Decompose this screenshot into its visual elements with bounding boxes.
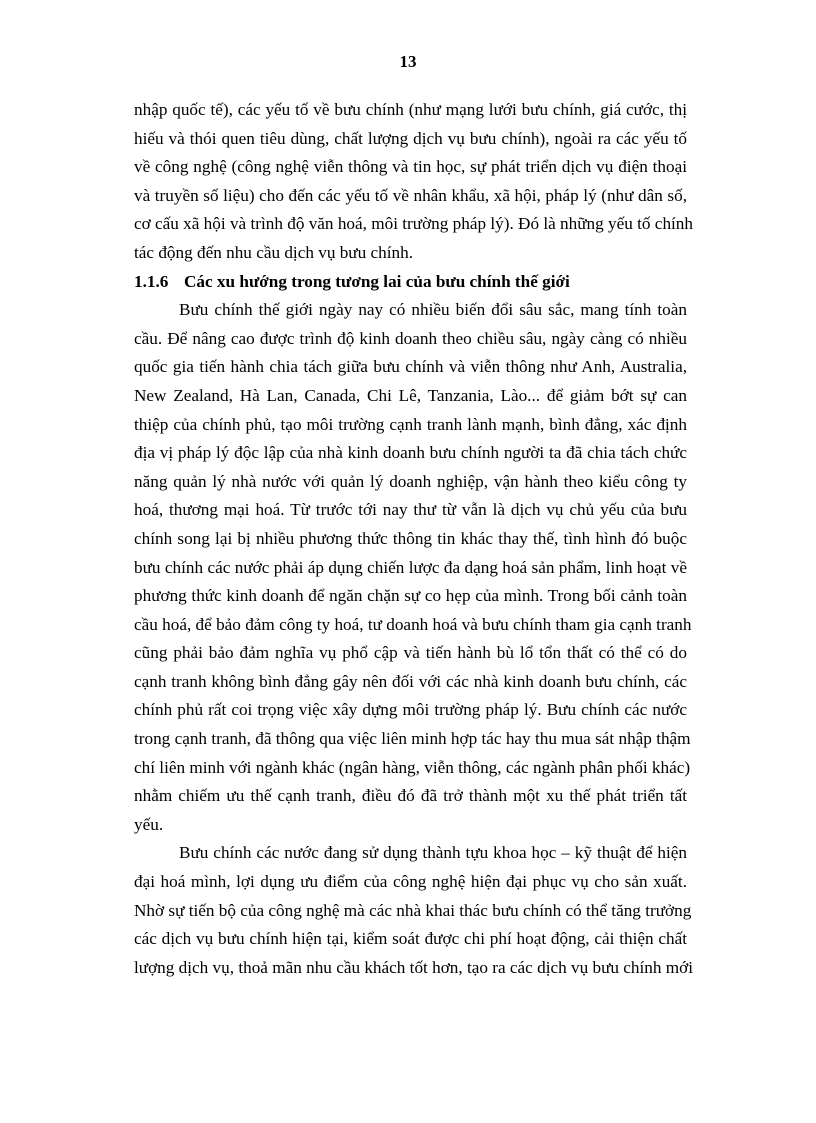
text-line: yếu. (134, 814, 164, 834)
section-number: 1.1.6 (134, 271, 169, 291)
text-line: Nhờ sự tiến bộ của công nghệ mà các nhà khai thác bưu chính có thể tăng trưởng (134, 900, 692, 920)
text-line: phương thức kinh doanh để ngăn chặn sự co hẹp của mình. Trong bối cảnh toàn (134, 586, 687, 606)
paragraph (134, 839, 693, 982)
text-line: đại hoá mình, lợi dụng ưu điểm của công nghệ hiện đại phục vụ cho sản xuất. (134, 872, 687, 892)
text-line: cầu hoá, để bảo đảm công ty hoá, tư doanh hoá và bưu chính tham gia cạnh tranh (134, 614, 692, 634)
text-line: chí liên minh với ngành khác (ngân hàng, viễn thông, các ngành phân phối khác) (134, 757, 691, 777)
paragraph (134, 296, 692, 839)
text-line: năng quản lý nhà nước với quản lý doanh nghiệp, vận hành theo kiểu công ty (134, 471, 687, 491)
text-line: các dịch vụ bưu chính hiện tại, kiểm soát được chi phí hoạt động, cải thiện chất (134, 929, 687, 949)
text-line: chính phủ rất coi trọng việc xây dựng môi trường pháp lý. Bưu chính các nước (134, 700, 687, 720)
text-line: cạnh tranh không bình đẳng gây nên đối với các nhà kinh doanh bưu chính, các (134, 671, 687, 691)
text-line: hoá, thương mại hoá. Từ trước tới nay thư từ vẫn là dịch vụ chủ yếu của bưu (134, 500, 687, 520)
text-line: lượng dịch vụ, thoả mãn nhu cầu khách tốt hơn, tạo ra các dịch vụ bưu chính mới (134, 957, 693, 977)
section-title: Các xu hướng trong tương lai của bưu chính thế giới (184, 271, 570, 291)
text-line: nhằm chiếm ưu thế cạnh tranh, điều đó đã trở thành một xu thế phát triển tất (134, 786, 687, 806)
text-line: tác động đến nhu cầu dịch vụ bưu chính. (134, 242, 413, 262)
text-line: chính song lại bị nhiều phương thức thông tin khác thay thế, tình hình đó buộc (134, 528, 687, 548)
section-heading (134, 268, 687, 297)
text-line: New Zealand, Hà Lan, Canada, Chi Lê, Tanzania, Lào... để giảm bớt sự can (134, 385, 687, 405)
text-line: trong cạnh tranh, đã thông qua việc liên minh hợp tác hay thu mua sát nhập thậm (134, 729, 691, 749)
text-line: hiếu và thói quen tiêu dùng, chất lượng dịch vụ bưu chính), ngoài ra các yếu tố (134, 128, 687, 148)
text-line: Bưu chính thế giới ngày nay có nhiều biến đổi sâu sắc, mang tính toàn (179, 300, 687, 320)
text-line: thiệp của chính phủ, tạo môi trường cạnh tranh lành mạnh, bình đẳng, xác định (134, 414, 687, 434)
text-line: bưu chính các nước phải áp dụng chiến lược đa dạng hoá sản phẩm, linh hoạt về (134, 557, 687, 577)
text-line: và truyền số liệu) cho đến các yếu tố về nhân khẩu, xã hội, pháp lý (như dân số, (134, 185, 687, 205)
text-line: Bưu chính các nước đang sử dụng thành tựu khoa học – kỹ thuật để hiện (179, 843, 687, 863)
paragraph (134, 96, 693, 268)
page-body (134, 96, 693, 982)
text-line: cũng phải bảo đảm nghĩa vụ phổ cập và tiến hành bù lổ tổn thất có thể có do (134, 643, 687, 663)
text-line: quốc gia tiến hành chia tách giữa bưu chính và viễn thông như Anh, Australia, (134, 357, 687, 377)
text-line: địa vị pháp lý độc lập của nhà kinh doanh bưu chính người ta đã chia tách chức (134, 443, 687, 463)
page-number: 13 (399, 52, 417, 71)
text-line: về công nghệ (công nghệ viễn thông và tin học, sự phát triển dịch vụ điện thoại (134, 157, 687, 177)
text-line: cơ cấu xã hội và trình độ văn hoá, môi trường pháp lý). Đó là những yếu tố chính (134, 214, 693, 234)
text-line: cầu. Để nâng cao được trình độ kinh doanh theo chiều sâu, ngày càng có nhiều (134, 328, 687, 348)
text-line: nhập quốc tế), các yếu tố về bưu chính (như mạng lưới bưu chính, giá cước, thị (134, 100, 687, 119)
